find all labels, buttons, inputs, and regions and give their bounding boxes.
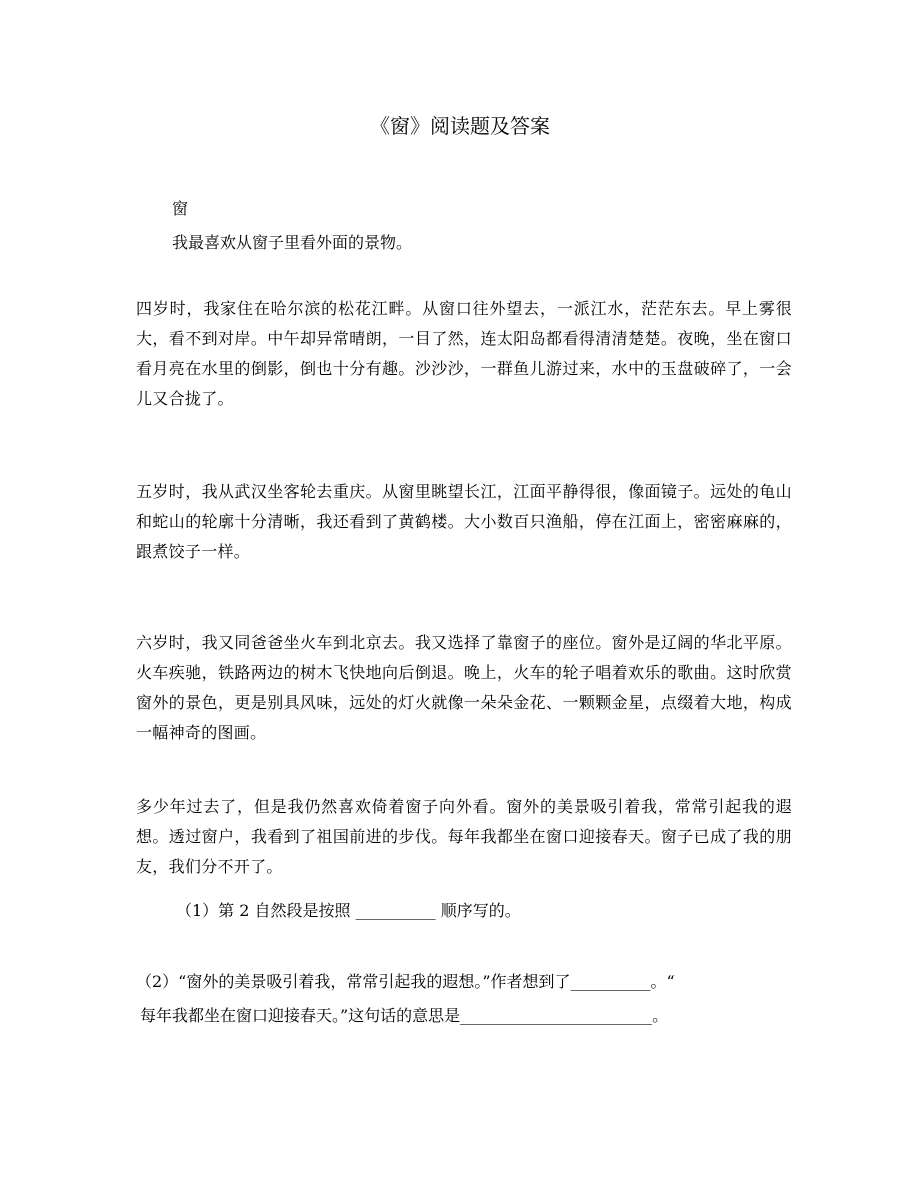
document-title: 《窗》阅读题及答案 bbox=[370, 114, 550, 138]
question-2 bbox=[136, 965, 796, 1033]
question-2-line-2: 每年我都坐在窗口迎接春天。”这句话的意思是________________________。 bbox=[140, 1006, 669, 1025]
question-2-line-1: （2）“窗外的美景吸引着我，常常引起我的遐想。”作者想到了__________。“ bbox=[136, 972, 675, 991]
intro-line: 我最喜欢从窗子里看外面的景物。 bbox=[172, 233, 413, 252]
paragraph: 五岁时，我从武汉坐客轮去重庆。从窗里眺望长江，江面平静得很，像面镜子。远处的龟山和蛇山的轮廓十分清晰，我还看到了黄鹤楼。大小数百只渔船，停在江面上，密密麻麻的，跟煮饺子一样。 bbox=[136, 482, 792, 561]
paragraph: 四岁时，我家住在哈尔滨的松花江畔。从窗口往外望去，一派江水，茫茫东去。早上雾很大，看不到对岸。中午却异常晴朗，一目了然，连太阳岛都看得清清楚楚。夜晚，坐在窗口看月亮在水里的倒影，倒也十分有趣。沙沙沙，一群鱼儿游过来，水中的玉盘破碎了，一会儿又合拢了。 bbox=[136, 299, 792, 408]
question-1: （1）第 2 自然段是按照 __________ 顺序写的。 bbox=[176, 901, 521, 920]
paragraph: 多少年过去了，但是我仍然喜欢倚着窗子向外看。窗外的美景吸引着我，常常引起我的遐想。透过窗户，我看到了祖国前进的步伐。每年我都坐在窗口迎接春天。窗子已成了我的朋友，我们分不开了。 bbox=[136, 797, 792, 876]
paragraph: 六岁时，我又同爸爸坐火车到北京去。我又选择了靠窗子的座位。窗外是辽阔的华北平原。火车疾驰，铁路两边的树木飞快地向后倒退。晚上，火车的轮子唱着欢乐的歌曲。这时欣赏窗外的景色，更是别具风味，远处的灯火就像一朵朵金花、一颗颗金星，点缀着大地，构成一幅神奇的图画。 bbox=[136, 633, 792, 742]
story-title: 窗 bbox=[172, 199, 189, 218]
